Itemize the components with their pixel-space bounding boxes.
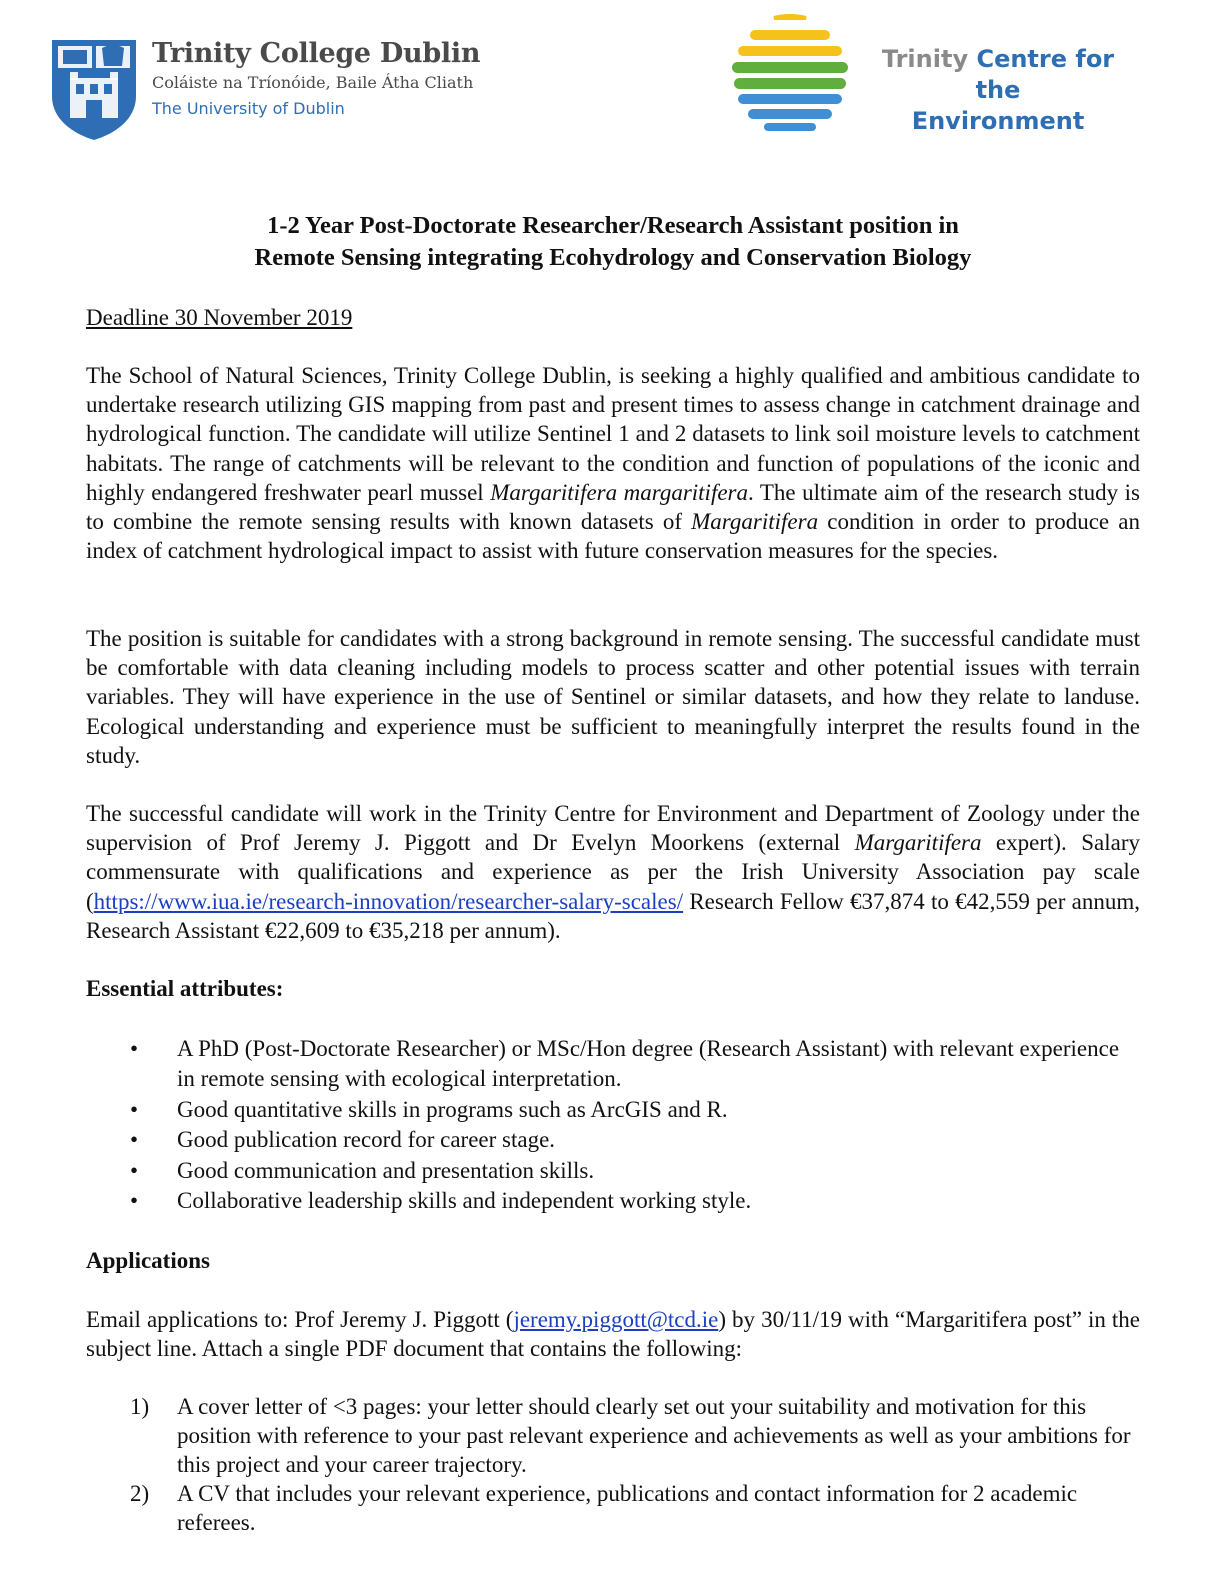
tcd-name: Trinity College Dublin [152,38,481,69]
intro-paragraph: The School of Natural Sciences, Trinity College Dublin, is seeking a highly qualified and ambitious candidate to undertake research utilizing GIS mapping from past and present times to assess change in catchment drainage and hydrological function. The candidate will utilize Sentinel 1 and 2 datasets to link soil moisture levels to catchment habitats. The range of catchments will be relevant to the condition and function of populations of the iconic and highly endangered freshwater pearl mussel Margaritifera margaritifera. The ultimate aim of the research study is to combine the remote sensing results with known datasets of Margaritifera condition in order to produce an index of catchment hydrological impact to assist with future conservation measures for the species. [86,363,1140,564]
list-item: • Good publication record for career stage. [130,1127,556,1153]
tcd-wordmark [152,38,480,120]
genus-name: Margaritifera [691,509,819,535]
list-item: • Collaborative leadership skills and independent working style. [130,1188,752,1214]
salary-scale-link[interactable]: https://www.iua.ie/research-innovation/researcher-salary-scales/ [93,888,684,914]
list-item: 1) A cover letter of <3 pages: your letter should clearly set out your suitability and motivation for this position with reference to your past relevant experience and achievements as well as your ambitions for this project and your career trajectory. [130,1394,1131,1477]
env-environment: Environment [911,107,1085,135]
env-centre: Centre for the [975,45,1115,104]
list-item: • A PhD (Post-Doctorate Researcher) or MSc/Hon degree (Research Assistant) with relevant experience in remote sensing with ecological interpretation. [130,1036,1120,1092]
email-link[interactable]: jeremy.piggott@tcd.ie [513,1307,719,1332]
requirements-paragraph: The position is suitable for candidates with a strong background in remote sensing. The successful candidate must be comfortable with data cleaning including models to process scatter and other potential issues with terrain variables. They will have experience in the use of Sentinel or similar datasets, and how they relate to landuse. Ecological understanding and experience must be sufficient to meaningfully interpret the results found in the study. [86,626,1140,768]
list-item: • Good communication and presentation skills. [130,1157,595,1183]
tcd-university-name: The University of Dublin [152,99,345,118]
title-line-2: Remote Sensing integrating Ecohydrology and Conservation Biology [254,244,972,271]
tcd-irish-name: Coláiste na Tríonóide, Baile Átha Cliath [152,73,474,92]
applications-heading: Applications [86,1248,210,1273]
applications-paragraph: Email applications to: Prof Jeremy J. Piggott (jeremy.piggott@tcd.ie) by 30/11/19 with “Margaritifera post” in the subject line. Attach a single PDF document that contains the following: [86,1307,1140,1362]
list-item: 2) A CV that includes your relevant experience, publications and contact information for 2 academic referees. [130,1481,1078,1535]
deadline: Deadline 30 November 2019 [86,305,353,330]
genus-name: Margaritifera [854,830,982,856]
tcd-crest-icon [50,38,138,142]
environment-globe-icon [728,12,852,136]
supervision-paragraph: The successful candidate will work in the Trinity Centre for Environment and Department of Zoology under the supervision of Prof Jeremy J. Piggott and Dr Evelyn Moorkens (external Margaritifera expert). Salary commensurate with qualifications and experience as per the Irish University Association pay scale (https://www.iua.ie/research-innovation/researcher-salary-scales/ Research Fellow €37,874 to €42,559 per annum, Research Assistant €22,609 to €35,218 per annum). [86,801,1140,943]
application-requirements-list [130,1392,1140,1537]
letterhead [0,0,1224,160]
list-item: • Good quantitative skills in programs such as ArcGIS and R. [130,1096,728,1122]
env-trinity: Trinity [881,45,969,73]
species-name: Margaritifera margaritifera [490,479,748,505]
document-title [86,210,1140,274]
title-line-1: 1-2 Year Post-Doctorate Researcher/Research Assistant position in [267,212,959,239]
environment-wordmark [858,44,1138,137]
essential-attributes-list [130,1034,1140,1216]
essential-attributes-heading: Essential attributes: [86,976,284,1001]
